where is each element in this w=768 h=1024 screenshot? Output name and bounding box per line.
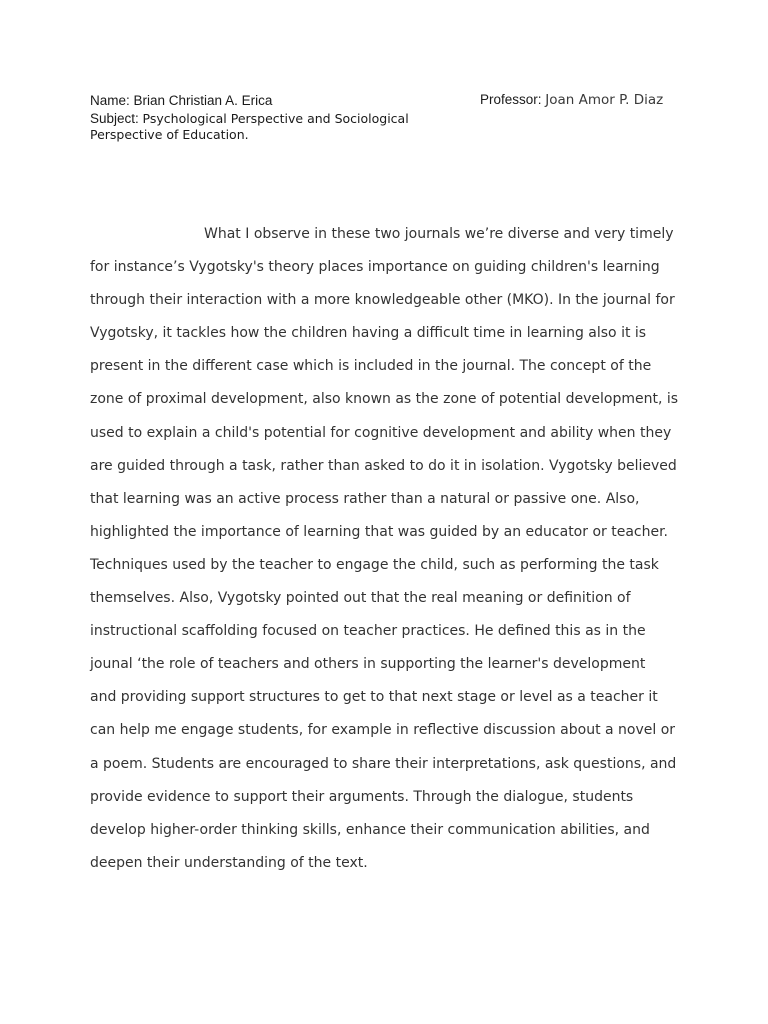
- body-line: develop higher-order thinking skills, enhance their communication abilities, and: [90, 821, 650, 838]
- body-line: jounal ‘the role of teachers and others in supporting the learner's development: [90, 656, 646, 673]
- body-line: instructional scaffolding focused on teacher practices. He defined this as in the: [90, 623, 646, 640]
- essay-body: [90, 222, 690, 884]
- body-line: provide evidence to support their arguments. Through the dialogue, students: [90, 788, 634, 805]
- body-line: used to explain a child's potential for cognitive development and ability when they: [90, 424, 672, 441]
- body-line: through their interaction with a more knowledgeable other (MKO). In the journal for: [90, 292, 675, 309]
- subject-value-continued: Perspective of Education.: [90, 127, 249, 142]
- name-label: Name:: [90, 93, 130, 108]
- body-line: Techniques used by the teacher to engage the child, such as performing the task: [90, 556, 659, 573]
- subject-value: Psychological Perspective and Sociological: [142, 111, 409, 126]
- body-line: Vygotsky, it tackles how the children having a difficult time in learning also it is: [90, 325, 647, 342]
- student-name: Brian Christian A. Erica: [133, 93, 273, 108]
- professor-line: [480, 92, 663, 108]
- subject-line: [90, 111, 409, 127]
- body-line: zone of proximal development, also known as the zone of potential development, is: [90, 391, 679, 408]
- body-line: and providing support structures to get to that next stage or level as a teacher it: [90, 689, 658, 706]
- professor-label: Professor:: [480, 92, 542, 107]
- body-line: for instance’s Vygotsky's theory places importance on guiding children's learning: [90, 259, 660, 276]
- body-line: themselves. Also, Vygotsky pointed out that the real meaning or definition of: [90, 590, 631, 607]
- body-line: highlighted the importance of learning that was guided by an educator or teacher.: [90, 523, 669, 540]
- body-line: What I observe in these two journals we’re diverse and very timely: [204, 226, 674, 242]
- body-line: present in the different case which is included in the journal. The concept of the: [90, 358, 652, 375]
- body-line: are guided through a task, rather than asked to do it in isolation. Vygotsky believed: [90, 457, 677, 474]
- name-line: [90, 93, 272, 109]
- body-line: a poem. Students are encouraged to share their interpretations, ask questions, and: [90, 755, 677, 772]
- body-line: that learning was an active process rather than a natural or passive one. Also,: [90, 490, 640, 507]
- subject-label: Subject:: [90, 111, 139, 126]
- body-line: deepen their understanding of the text.: [90, 854, 368, 871]
- professor-name: Joan Amor P. Diaz: [545, 92, 664, 108]
- body-line: can help me engage students, for example in reflective discussion about a novel or: [90, 722, 676, 739]
